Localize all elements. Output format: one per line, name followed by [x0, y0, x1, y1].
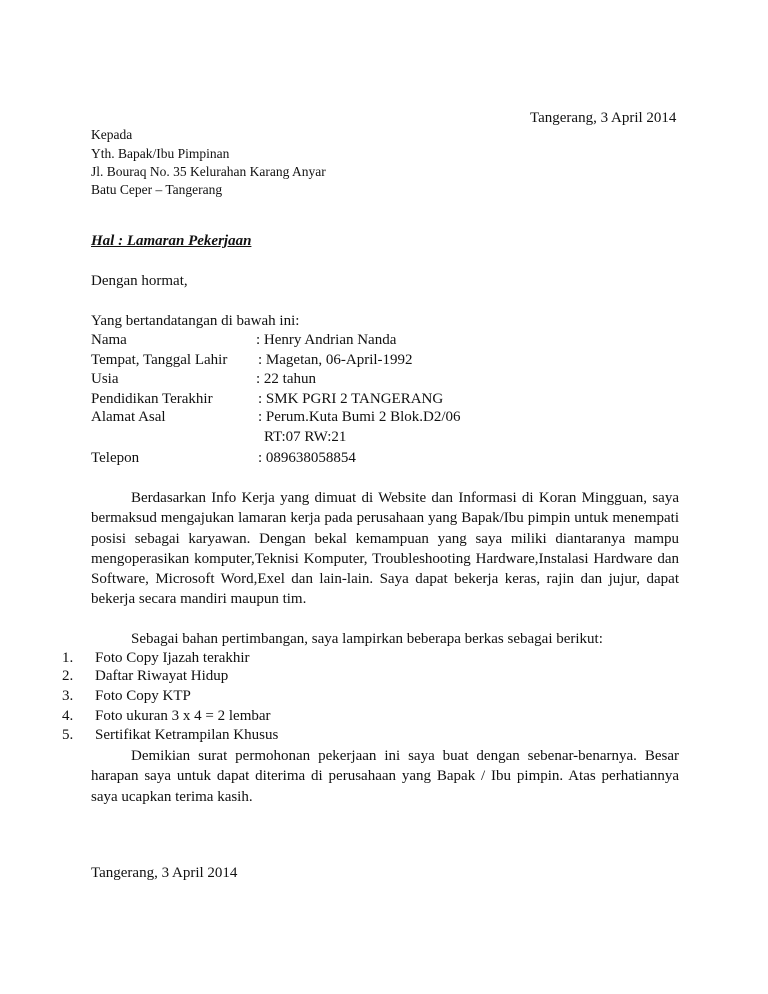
attachment-number: 2.: [62, 668, 74, 684]
field-label-ttl: Tempat, Tanggal Lahir: [91, 352, 228, 368]
recipient-line-2: Yth. Bapak/Ibu Pimpinan: [91, 146, 230, 161]
attachment-number: 4.: [62, 708, 74, 724]
attachment-number: 3.: [62, 688, 74, 704]
field-value-telepon: : 089638058854: [258, 450, 356, 466]
recipient-line-4: Batu Ceper – Tangerang: [91, 182, 223, 197]
paragraph-application: Berdasarkan Info Kerja yang dimuat di Website dan Informasi di Koran Mingguan, saya bermaksud mengajukan lamaran kerja pada perusahaan yang Bapak/Ibu pimpin untuk menempati posisi sebagai karyawan. Dengan bekal kemampuan yang saya miliki diantaranya mampu mengoperasikan komputer,Teknisi Komputer, Troubleshooting Hardware,Instalasi Hardware dan Software, Microsoft Word,Exel dan lain-lain. Saya dapat bekerja keras, rajin dan jujur, dapat bekerja secara mandiri maupun tim.: [91, 490, 679, 608]
attachment-item: Foto ukuran 3 x 4 = 2 lembar: [95, 708, 271, 724]
field-label-nama: Nama: [91, 332, 127, 348]
field-value-nama: : Henry Andrian Nanda: [256, 332, 397, 348]
field-value-ttl: : Magetan, 06-April-1992: [258, 352, 413, 368]
paragraph-attachments-intro: Sebagai bahan pertimbangan, saya lampirkan beberapa berkas sebagai berikut:: [131, 631, 603, 647]
attachment-item: Daftar Riwayat Hidup: [95, 668, 229, 684]
recipient-line-3: Jl. Bouraq No. 35 Kelurahan Karang Anyar: [91, 164, 326, 179]
field-label-usia: Usia: [91, 371, 119, 387]
subject-line: Hal : Lamaran Pekerjaan: [91, 233, 252, 249]
field-label-telepon: Telepon: [91, 450, 140, 466]
date-top: Tangerang, 3 April 2014: [530, 110, 677, 126]
recipient-line-1: Kepada: [91, 127, 133, 142]
field-label-pendidikan: Pendidikan Terakhir: [91, 391, 213, 407]
intro-line: Yang bertandatangan di bawah ini:: [91, 313, 300, 329]
attachment-number: 1.: [62, 650, 74, 666]
field-value-usia: : 22 tahun: [256, 371, 316, 387]
attachment-number: 5.: [62, 727, 74, 743]
field-value-pendidikan: : SMK PGRI 2 TANGERANG: [258, 391, 444, 407]
date-bottom: Tangerang, 3 April 2014: [91, 865, 238, 881]
attachment-item: Foto Copy Ijazah terakhir: [95, 650, 250, 666]
field-value-alamat: : Perum.Kuta Bumi 2 Blok.D2/06: [258, 409, 461, 425]
greeting: Dengan hormat,: [91, 273, 188, 289]
field-value-rt-rw: RT:07 RW:21: [264, 429, 347, 445]
field-label-alamat: Alamat Asal: [91, 409, 166, 425]
paragraph-closing: Demikian surat permohonan pekerjaan ini saya buat dengan sebenar-benarnya. Besar harapan saya untuk dapat diterima di perusahaan yang Bapak / Ibu pimpin. Atas perhatiannya saya ucapkan terima kasih.: [91, 748, 679, 805]
attachment-item: Foto Copy KTP: [95, 688, 191, 704]
attachment-item: Sertifikat Ketrampilan Khusus: [95, 727, 279, 743]
